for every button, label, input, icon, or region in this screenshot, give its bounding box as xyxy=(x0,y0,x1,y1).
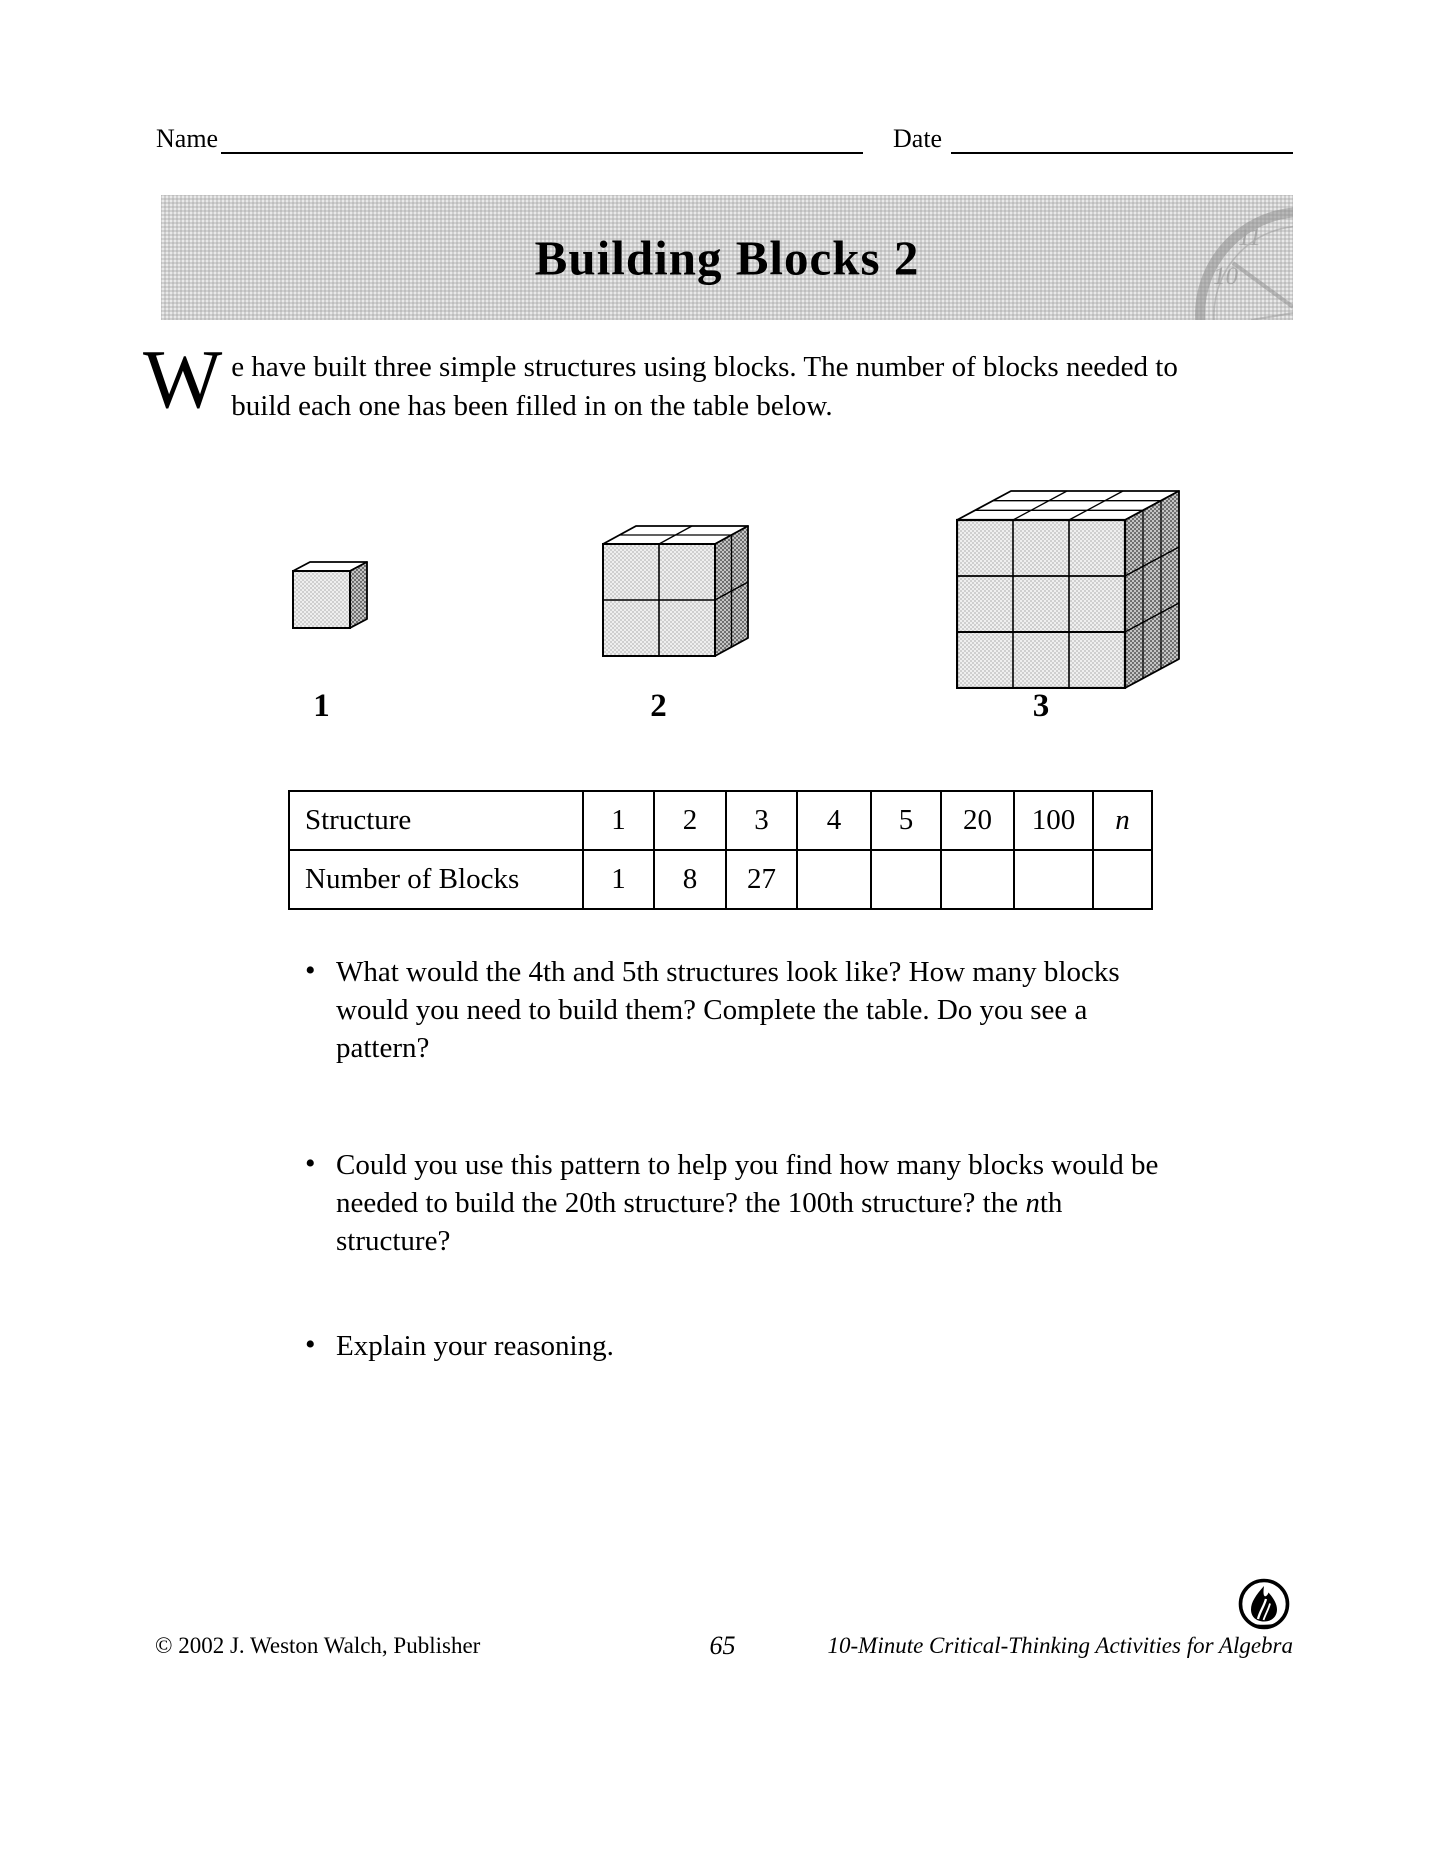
blocks-cell-4-blank[interactable] xyxy=(797,850,871,909)
structure-cell-100: 100 xyxy=(1014,791,1093,850)
cube-structure-2 xyxy=(602,525,749,657)
blocks-cell-100-blank[interactable] xyxy=(1014,850,1093,909)
blocks-cell-n-blank[interactable] xyxy=(1093,850,1152,909)
book-title: 10-Minute Critical-Thinking Activities for Algebra xyxy=(827,1633,1293,1658)
structure-cell-20: 20 xyxy=(941,791,1014,850)
date-label: Date xyxy=(893,124,943,153)
date-blank-line[interactable] xyxy=(951,128,1293,154)
copyright-text: © 2002 J. Weston Walch, Publisher xyxy=(155,1633,481,1658)
name-label: Name xyxy=(156,124,219,153)
page-title: Building Blocks 2 xyxy=(534,230,920,285)
structure-cell-5: 5 xyxy=(871,791,941,850)
intro-text: e have built three simple structures using blocks. The number of blocks needed to build each one has been filled in on the table below. xyxy=(231,351,1178,422)
row-header-blocks: Number of Blocks xyxy=(289,850,583,909)
name-blank-line[interactable] xyxy=(221,128,863,154)
question-2-variable-n: n xyxy=(1025,1187,1040,1219)
blocks-cell-20-blank[interactable] xyxy=(941,850,1014,909)
question-2 xyxy=(303,1146,1161,1260)
table-row-blocks xyxy=(289,850,1152,909)
intro-paragraph xyxy=(143,333,1178,426)
figure-label-2: 2 xyxy=(650,688,667,724)
title-banner xyxy=(161,195,1293,320)
blocks-cell-1: 1 xyxy=(583,850,654,909)
dropcap: W xyxy=(143,333,223,426)
question-3 xyxy=(303,1327,1161,1365)
publisher-flame-logo-icon xyxy=(1235,1577,1293,1635)
structure-cell-1: 1 xyxy=(583,791,654,850)
figure-label-1: 1 xyxy=(313,688,330,724)
table-row-structure xyxy=(289,791,1152,850)
figure-label-3: 3 xyxy=(1032,688,1050,724)
page-number: 65 xyxy=(709,1631,736,1660)
clock-numeral-11: 11 xyxy=(1238,224,1262,251)
blocks-cell-5-blank[interactable] xyxy=(871,850,941,909)
structure-blocks-table xyxy=(288,790,1153,910)
cube-structure-1 xyxy=(292,561,368,629)
question-1-text: What would the 4th and 5th structures look like? How many blocks would you need to build them? Complete the table. Do you see a pattern? xyxy=(336,956,1120,1064)
question-2-text-after: th structure? xyxy=(336,1187,1063,1257)
question-list xyxy=(303,953,1161,1365)
structure-cell-4: 4 xyxy=(797,791,871,850)
blocks-cell-3: 27 xyxy=(726,850,797,909)
question-1 xyxy=(303,953,1161,1067)
structure-cell-2: 2 xyxy=(654,791,726,850)
structure-cell-3: 3 xyxy=(726,791,797,850)
blocks-cell-2: 8 xyxy=(654,850,726,909)
question-2-text-before: Could you use this pattern to help you find how many blocks would be needed to build the 20th structure? the 100th structure? the xyxy=(336,1149,1159,1219)
structure-cell-n: n xyxy=(1093,791,1152,850)
clock-numeral-10: 10 xyxy=(1213,263,1238,290)
row-header-structure: Structure xyxy=(289,791,583,850)
question-3-text: Explain your reasoning. xyxy=(336,1330,614,1362)
cube-structure-3 xyxy=(956,490,1180,689)
